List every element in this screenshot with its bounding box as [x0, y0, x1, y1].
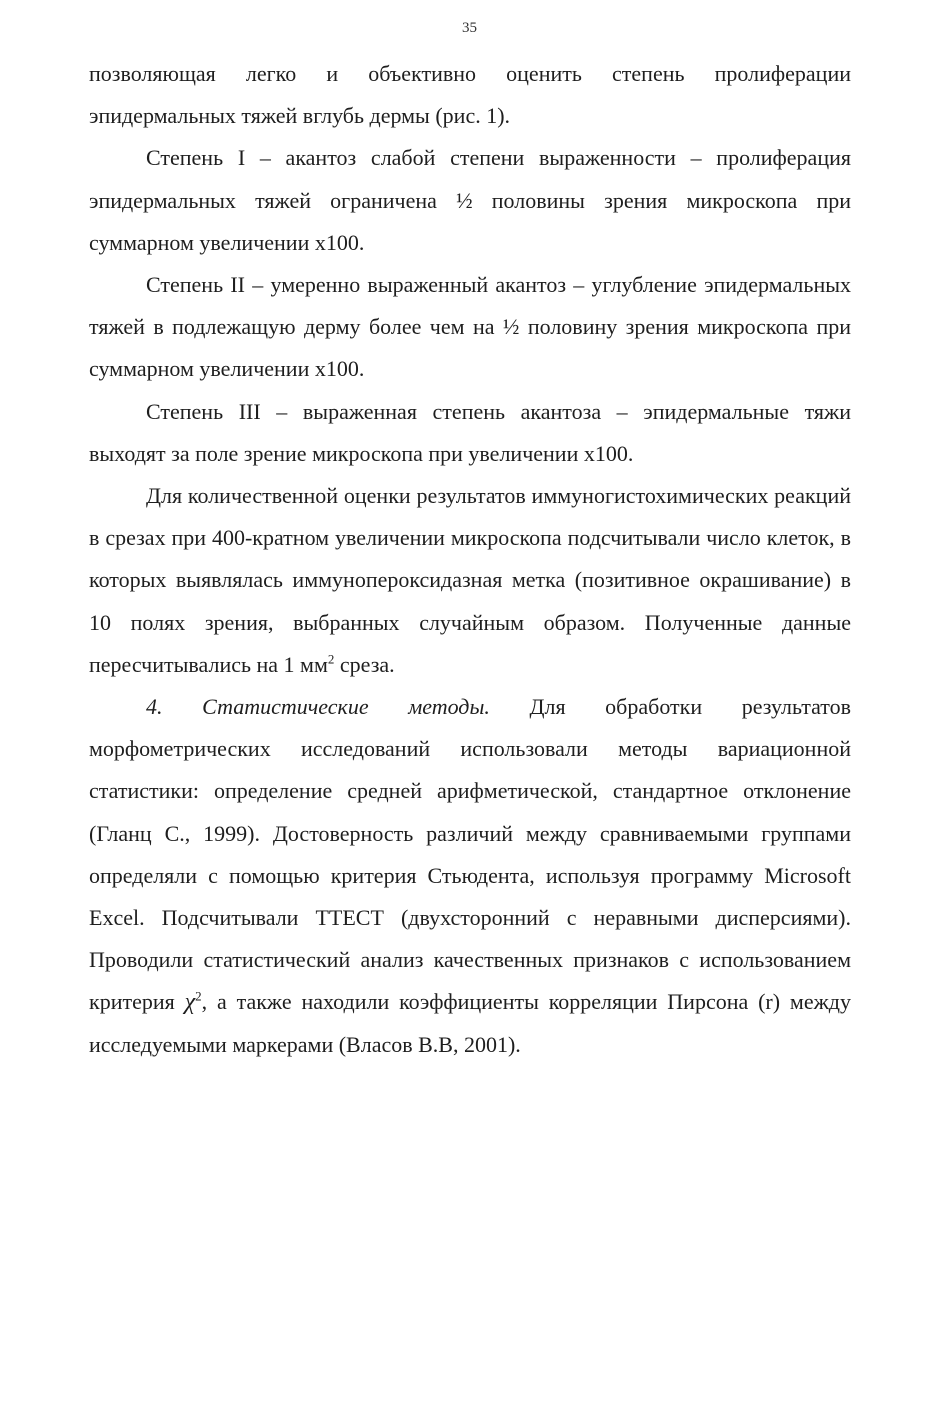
paragraph-quantitative-text: Для количественной оценки результатов иммуногистохимических реакций в срезах при 400-кратном увеличении микроскопа подсчитывали число клеток, в которых выявлялась иммунопероксидазная метка (позитивное окрашивание) в 10 полях зрения, выбранных случайным образом. Полученные данные пересчитывались на 1 мм [89, 483, 851, 677]
paragraph-degree-1: Степень I – акантоз слабой степени выраженности – пролиферация эпидермальных тяжей ограничена ½ половины зрения микроскопа при суммарном увеличении х100. [89, 145, 851, 255]
paragraph-statistics [89, 686, 851, 1066]
paragraph-degree-3: Степень III – выраженная степень акантоза – эпидермальные тяжи выходят за поле зрение микроскопа при увеличении х100. [89, 398, 851, 466]
text-body [89, 53, 851, 1066]
paragraph-quantitative-end: среза. [334, 651, 395, 677]
paragraph-1: позволяющая легко и объективно оценить степень пролиферации эпидермальных тяжей вглубь дермы (рис. 1). [89, 61, 851, 129]
chi-square-symbol: χ [184, 989, 196, 1016]
paragraph-degree-2: Степень II – умеренно выраженный акантоз – углубление эпидермальных тяжей в подлежащую дерму более чем на ½ половину зрения микроскопа при суммарном увеличении х100. [89, 272, 851, 382]
page-number: 35 [462, 20, 477, 36]
chi-square-superscript: 2 [195, 989, 202, 1005]
square-superscript: 2 [327, 651, 335, 667]
paragraph-quantitative [89, 475, 851, 686]
statistics-text: Для обработки результатов морфометрических исследований использовали методы вариационной статистики: определение средней арифметической, стандартное отклонение (Гланц С., 1999). Достоверность различий между сравниваемыми группами определяли с помощью критерия Стьюдента, используя программу Microsoft Excel. Подсчитывали ТТЕСТ (двухсторонний с неравными дисперсиями). Проводили статистический анализ качественных признаков с использованием критерия [89, 694, 851, 1015]
statistics-text-end: , а также находили коэффициенты корреляции Пирсона (r) между исследуемыми маркерами (Власов В.В, 2001). [89, 989, 852, 1057]
statistics-heading: 4. Статистические методы. [146, 694, 490, 720]
